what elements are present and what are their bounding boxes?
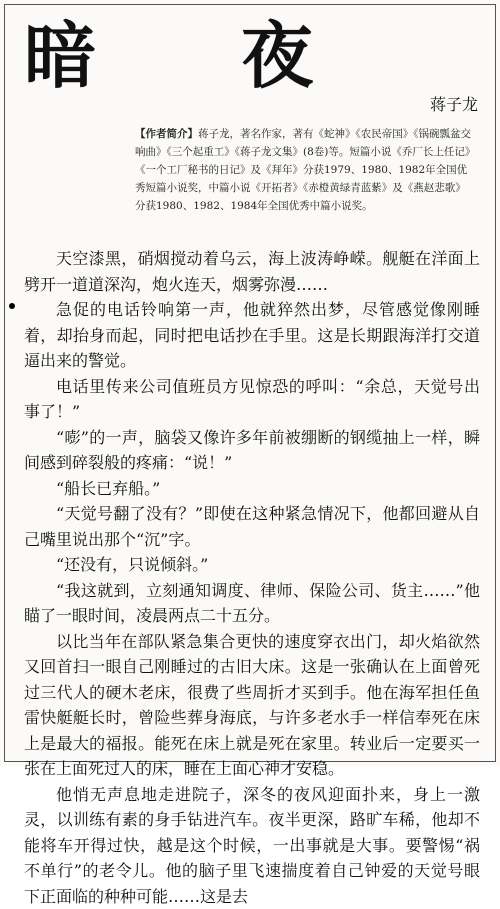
- paragraph: “我这就到，立刻通知调度、律师、保险公司、货主……”他瞄了一眼时间，凌晨两点二十五分。: [24, 578, 480, 629]
- paragraph: 以比当年在部队紧急集合更快的速度穿衣出门，却火焰欲然又回首扫一眼自己刚睡过的古旧大床。这是一张确认在上面曾死过三代人的硬木老床，很费了些周折才买到手。他在海军担任鱼雷快艇艇长时，曾险些葬身海底，与许多老水手一样信奉死在床上是最大的福报。能死在床上就是死在家里。转业后一定要买一张在上面死过人的床，睡在上面心神才安稳。: [24, 629, 480, 782]
- paragraph: 天空漆黑，硝烟搅动着乌云，海上波涛峥嵘。舰艇在洋面上劈开一道道深沟，炮火连天，烟雾弥漫……: [24, 246, 480, 297]
- intro-label: 【作者简介】: [135, 128, 198, 140]
- article-title: 暗 夜: [24, 16, 373, 96]
- paragraph: 电话里传来公司值班员方见惊恐的呼叫：“余总，天觉号出事了！”: [24, 374, 480, 425]
- author-name: 蒋子龙: [430, 92, 478, 115]
- article-body: [24, 246, 480, 909]
- author-intro: [135, 125, 475, 215]
- intro-text: 蒋子龙，著名作家，著有《蛇神》《农民帝国》《锅碗瓢盆交响曲》《三个起重工》《蒋子龙文集》(8卷)等。短篇小说《乔厂长上任记》《一个工厂秘书的日记》及《拜年》分获1979、1980、1982年全国优秀短篇小说奖，中篇小说《开拓者》《赤橙黄绿青蓝紫》及《燕赵悲歌》分获1980、1982、1984年全国优秀中篇小说奖。: [135, 128, 471, 212]
- paragraph: “天觉号翻了没有？”即使在这种紧急情况下，他都回避从自己嘴里说出那个“沉”字。: [24, 501, 480, 552]
- paragraph: “船长已弃船。”: [24, 476, 480, 502]
- ink-dot: [9, 303, 15, 309]
- paragraph: 他悄无声息地走进院子，深冬的夜风迎面扑来，身上一激灵，以训练有素的身手钻进汽车。夜半更深，路旷车稀，他却不能将车开得过快，越是这个时候，一出事就是大事。要警惕“祸不单行”的老令儿。他的脑子里飞速揣度着自己钟爱的天觉号眼下正面临的种种可能……这是去: [24, 782, 480, 909]
- paragraph: 急促的电话铃响第一声，他就猝然出梦，尽管感觉像刚睡着，却抬身而起，同时把电话抄在手里。这是长期跟海洋打交道逼出来的警觉。: [24, 297, 480, 374]
- paragraph: “嘭”的一声，脑袋又像许多年前被绷断的钢缆抽上一样，瞬间感到碎裂般的疼痛：“说！”: [24, 425, 480, 476]
- paragraph: “还没有，只说倾斜。”: [24, 552, 480, 578]
